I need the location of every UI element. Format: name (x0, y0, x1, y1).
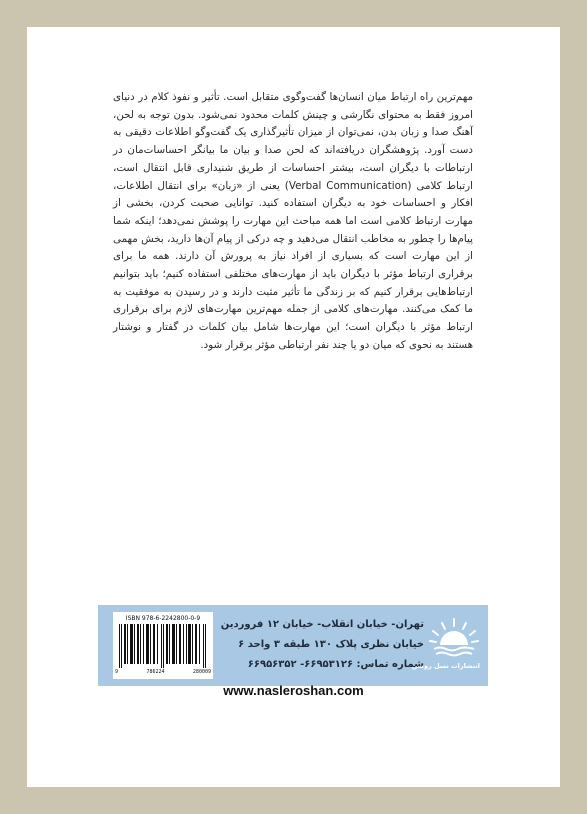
barcode-digit-group: 9 (115, 669, 119, 675)
cover-page (27, 27, 560, 787)
publisher-logo-caption: انتشارات نسل روشن (411, 662, 480, 670)
blurb-paragraph: مهم‌ترین راه ارتباط میان انسان‌ها گفت‌وگوی متقابل است. تأثیر و نفوذ کلام در دنیای امروز فقط به محتوای نگارشی و چینش کلمات محدود نمی‌شود. بدون توجه به لحن، آهنگ صدا و زبان بدن، نمی‌توان از میزان تأثیرگذاری یک گفت‌وگو اطلاعات دقیقی به دست آورد. پژوهشگران دریافته‌اند که لحن صدا و بیان ما بیانگر احساسات‌مان در ارتباطات با دیگران است، بیشتر احساسات از طریق شنیداری قابل انتقال است، ارتباط کلامی (Verbal Communication) یعنی از «زبان» برای انتقال اطلاعات، افکار و احساسات خود به دیگران استفاده کنید. توانایی صحبت کردن، بخشی از مهارت ارتباط کلامی است اما همه مباحث این مهارت را پوشش نمی‌دهد؛ اینکه شما پیام‌ها را چطور به مخاطب انتقال می‌دهید و چه درکی از پیام آن‌ها دارید، بخش مهمی از این مهارت است که بسیاری از افراد نیاز به پرورش آن دارند. همه ما برای برقراری ارتباط مؤثر با دیگران باید از مهارت‌های مختلفی استفاده کنیم؛ باید بتوانیم ارتباط‌هایی برقرار کنیم که بر زندگی ما تأثیر مثبت دارند و در رسیدن به موفقیت به ما کمک می‌کنند. مهارت‌های کلامی از جمله مهم‌ترین مهارت‌های لازم برای برقراری ارتباط مؤثر با دیگران است؛ این مهارت‌ها شامل بیان کلمات در گفتار و نوشتار هستند به نحوی که میان دو یا چند نفر ارتباطی مؤثر برقرار شود. (113, 91, 473, 351)
isbn-label: ISBN 978-6-2242800-0-9 (125, 615, 201, 622)
barcode-icon (119, 624, 207, 668)
address-line-building: خیابان نظری پلاک ۱۳۰ طبقه ۳ واحد ۶ (238, 639, 424, 650)
barcode-digit-group: 786224 (146, 669, 165, 675)
address-line-street: تهران- خیابان انقلاب- خیابان ۱۲ فروردین (220, 619, 424, 630)
publisher-logo (411, 615, 480, 677)
barcode-digits (115, 669, 211, 675)
publisher-info-strip (98, 605, 488, 686)
sunrise-over-waves-logo-icon (428, 615, 480, 661)
address-line-phone: شماره تماس: ۶۶۹۵۳۱۲۶- ۶۶۹۵۶۳۵۲ (247, 659, 424, 670)
isbn-barcode (113, 612, 213, 679)
barcode-digit-group: 280009 (192, 669, 211, 675)
publisher-website: www.nasleroshan.com (223, 683, 364, 698)
publisher-address (220, 615, 424, 675)
